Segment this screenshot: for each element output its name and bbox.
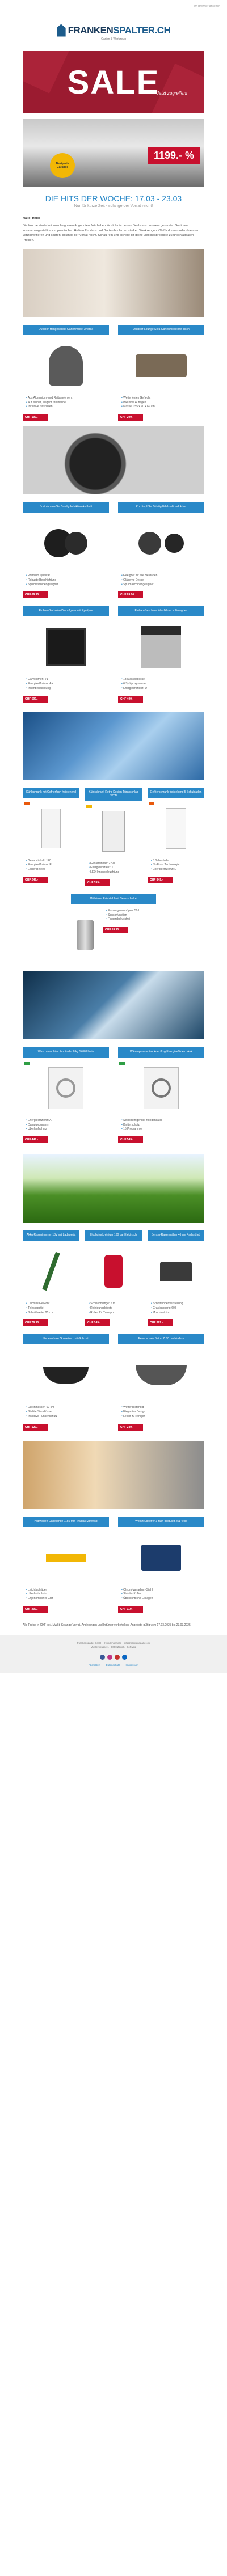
price-button[interactable]: CHF 79.90 [23,1319,48,1326]
product-title[interactable]: Kühlschrank mit Gefrierfach freistehend [23,788,79,798]
pan-shape [65,532,87,555]
product-title[interactable]: Waschmaschine Frontlader 8 kg 1400 U/min [23,1047,109,1058]
price-button[interactable]: CHF 449.- [23,1136,48,1143]
product-title[interactable]: Hubwagen Gabellänge 1150 mm Traglast 2500 kg [23,1517,109,1527]
price-button[interactable]: CHF 499.- [118,696,143,703]
product-title[interactable]: Feuerschale Gusseisen mit Grillrost [23,1334,109,1344]
product-features [23,396,109,409]
feature: • Stabile Standfüsse [26,1410,109,1415]
feature: • Leicht zu reinigen [121,1415,204,1419]
feature: • Spülmaschinengeeignet [26,583,109,587]
header [0,14,227,51]
product-image[interactable] [23,1349,109,1401]
product-title[interactable]: Kochtopf-Set 5-teilig Edelstahl Induktion [118,502,204,513]
trimmer-shape [42,1252,60,1291]
feature: • Mulchfunktion [151,1311,204,1316]
feature: • Gesamtinhalt: 120 l [26,859,79,864]
facebook-icon[interactable] [100,1655,105,1660]
sale-subtitle: Jetzt zugreifen! [156,91,187,96]
product-features [148,1302,204,1315]
product-image[interactable] [118,1532,204,1584]
intro-body: Die Woche startet mit unschlagbaren Angeboten! Wir haben für dich die besten Deals aus unserem gesamten Sortiment zusammengestellt – von praktischen Helfern für Haus und Garten bis hin zu starken Werkzeugen. Ob für drinnen oder draussen: Jetzt profitieren und sparen, solange der Vorrat reicht. Schau rein und sichere dir deine Lieblingsprodukte zu unschlagbaren Preisen. [23,223,200,243]
feature: • Leichtlaufräder [26,1588,109,1593]
feature: • Energieeffizienz: E [26,863,79,868]
product-features [103,909,156,922]
product-title[interactable]: Outdoor-Lounge Sofa Gartenmöbel mit Tisch [118,325,204,335]
sofa-shape [136,354,187,377]
price-button[interactable]: CHF 149.- [85,1319,110,1326]
logo-mark-icon [57,24,66,37]
product-card [23,325,109,421]
product-features [118,396,204,409]
product-features [85,1302,142,1315]
feature: • Energieeffizienz: E [151,868,204,872]
product-card [23,788,79,886]
feature: • Sensorfunktion [106,913,156,918]
oven-shape [46,628,86,666]
price-button[interactable]: CHF 329.- [148,1319,173,1326]
feature: • Leichtes Gewicht [26,1302,79,1306]
energy-label-icon [119,1062,125,1065]
price-button[interactable]: CHF 59.90 [103,927,128,933]
feature: • 5 Schubladen [151,859,204,864]
product-features [23,1302,79,1315]
lawnmower-shape [160,1262,192,1281]
hero-image[interactable] [23,119,204,187]
pot-shape [165,534,184,553]
fridge-shape [102,811,125,852]
feature: • 6 Spülprogramme [121,682,204,687]
price-button[interactable]: CHF 199.- [23,414,48,421]
product-title[interactable]: Werkzeugkoffer 3-fach bestückt 251-teilig [118,1517,204,1527]
price-button[interactable]: CHF 249.- [118,1424,143,1431]
product-image[interactable] [23,1245,79,1297]
product-title[interactable]: Einbau-Geschirrspüler 60 cm vollintegriert [118,606,204,616]
feature: • Ergonomischer Griff [26,1597,109,1601]
product-title[interactable]: Feuerschale Beton Ø 80 cm Modern [118,1334,204,1344]
product-card [118,606,204,702]
legal-note: Alle Preise in CHF inkl. MwSt. Solange Vorrat. Änderungen und Irrtümer vorbehalten. Angebote gültig vom 17.03.2025 bis 23.03.2025. [23,1623,192,1627]
footer [0,1635,227,1673]
feature: • Schnitthöhenverstellung [151,1302,204,1306]
product-title[interactable]: Bratpfannen-Set 3-teilig Induktion Antihaft [23,502,109,513]
feature: • Schnittbreite: 25 cm [26,1311,79,1316]
feature: • Elegantes Design [121,1410,204,1415]
feature: • Geeignet für alle Herdarten [121,574,204,578]
feature: • Premium Qualität [26,574,109,578]
product-features [23,1406,109,1419]
feature: • No Frost Technologie [151,863,204,868]
hits-title: DIE HITS DER WOCHE: 17.03 - 23.03 [45,194,182,203]
price-button[interactable]: CHF 299.- [118,414,143,421]
product-title[interactable]: Wärmepumpentrockner 8 kg Energieeffizienz A++ [118,1047,204,1058]
product-card [23,1334,109,1430]
feature: • Gesamtinhalt: 229 l [89,862,142,866]
product-card [85,788,142,886]
firepit-shape [43,1367,89,1384]
dryer-door-icon [152,1078,171,1098]
price-button[interactable]: CHF 119.- [118,1606,143,1613]
product-grid-1 [23,325,204,421]
product-grid-4 [23,788,204,886]
feature: • Fassungsvermögen: 50 l [106,909,156,913]
feature: • Rollen für Transport [89,1311,142,1316]
energy-label-icon [24,802,30,805]
feature: • Aus Aluminium- und Rattanelement [26,396,109,401]
product-solo [23,894,204,961]
feature: • Robuste Beschichtung [26,578,109,583]
product-image[interactable] [118,1062,204,1114]
price-button[interactable]: CHF 599.- [23,696,48,703]
product-image[interactable] [118,517,204,569]
hits-subtitle: Nur für kurze Zeit - solange der Vorrat reicht! [74,204,153,208]
feature: • Energieeffizienz: D [121,687,204,691]
footer-links [23,1663,204,1667]
product-image[interactable] [85,805,142,857]
chair-shape [49,346,83,386]
product-image[interactable] [23,1532,109,1584]
feature: • Stabiler Koffer [121,1592,204,1597]
feature: • Innenbeleuchtung [26,687,109,691]
product-grid-2 [23,502,204,598]
product-title[interactable]: Akku-Rasentrimmer 18V mit Ladegerät [23,1230,79,1241]
topbar [0,0,227,14]
imprint-link[interactable]: Impressum [125,1664,138,1667]
water-image[interactable] [23,971,204,1039]
ice-image[interactable] [23,712,204,780]
pallet-truck-shape [46,1554,86,1562]
greeting: Hallo! Hallo [23,217,40,220]
energy-label-icon [24,1062,30,1065]
instagram-icon[interactable] [107,1655,112,1660]
feature: • Leiser Betrieb [26,868,79,872]
product-card [118,325,204,421]
freezer-shape [166,808,186,849]
product-image[interactable] [148,802,204,855]
product-grid-8 [23,1517,204,1613]
product-image[interactable] [23,621,109,673]
pressure-washer-shape [104,1255,123,1288]
product-grid-3 [23,606,204,702]
privacy-link[interactable]: Datenschutz [106,1664,120,1667]
product-image[interactable] [23,340,109,392]
product-title[interactable]: Benzin-Rasenmäher 46 cm Radantrieb [148,1230,204,1241]
product-image[interactable] [71,909,99,961]
product-card [23,1517,109,1613]
product-features [118,1406,204,1419]
product-features [118,678,204,691]
feature: • 13 Massgedecke [121,678,204,682]
feature: • Selbstreinigender Kondensator [121,1119,204,1123]
feature: • Inklusive Funkenschutz [26,1415,109,1419]
product-features [118,1119,204,1132]
tools-image[interactable] [23,1441,204,1509]
feature: • Garvolumen: 71 l [26,678,109,682]
feature: • Teleskopstiel [26,1306,79,1311]
product-card [85,1230,142,1326]
product-image[interactable] [118,621,204,673]
price-button[interactable]: CHF 249.- [23,877,48,883]
feature: • Inklusive Auflagen [121,401,204,405]
feature: • Energieeffizienz: A+ [26,682,109,687]
product-grid-5 [23,1047,204,1143]
feature: • Überlaufschutz [26,1127,109,1132]
feature: • Überlastschutz [26,1592,109,1597]
product-grid-6 [23,1230,204,1326]
product-card [71,894,156,961]
footer-address: Musterstrasse 1 · 8000 Zürich · Schweiz [90,1646,137,1649]
price-button[interactable]: CHF 89.90 [118,591,143,598]
energy-label-icon [86,805,92,808]
youtube-icon[interactable] [115,1655,120,1660]
feature: • Spülmaschinengeeignet [121,583,204,587]
product-card [23,1230,79,1326]
feature: • Masse: 155 x 70 x 69 cm [121,405,204,409]
feature: • Durchmesser: 60 cm [26,1406,109,1410]
browser-view-link[interactable]: Im Browser ansehen [194,5,220,8]
product-card [23,502,109,598]
feature: • Energieeffizienz: A [26,1119,109,1123]
product-card [23,1047,109,1143]
product-card [23,606,109,702]
hero-price: 1199.- % [148,147,200,164]
product-image[interactable] [23,1062,109,1114]
product-features [23,678,109,691]
price-button[interactable]: CHF 69.90 [23,591,48,598]
dishwasher-shape [141,626,181,668]
product-image[interactable] [118,340,204,392]
washer-door-icon [56,1078,75,1098]
social-links [23,1655,204,1660]
product-card [148,1230,204,1326]
firepit-shape [136,1365,187,1385]
linkedin-icon[interactable] [122,1655,127,1660]
product-features [118,574,204,587]
feature: • Fingerabdruckfrei [106,917,156,922]
price-button[interactable]: CHF 549.- [118,1136,143,1143]
sale-title: SALE [67,64,160,101]
washer-shape [48,1067,83,1109]
product-card [118,1517,204,1613]
brand-logo[interactable] [57,24,171,41]
feature: • Schlauchlänge: 5 m [89,1302,142,1306]
feature: • Knitterschutz [121,1123,204,1128]
pot-shape [138,532,161,555]
product-title[interactable]: Einbau-Backofen Dampfgarer mit Pyrolyse [23,606,109,616]
cookware-image[interactable] [23,426,204,494]
product-grid-7 [23,1334,204,1430]
product-title[interactable]: Kühlschrank Retro-Design Türanschlag rechts [85,788,142,801]
product-features [85,862,142,875]
feature: • Reinigungsbürste [89,1306,142,1311]
product-card [118,502,204,598]
bin-shape [77,920,94,950]
product-title[interactable]: Outdoor-Hängesessel Gartenmöbel Andrea [23,325,109,335]
intro [23,216,204,243]
feature: • Dampfprogramm [26,1123,109,1128]
feature: • Wetterfestes Geflecht [121,396,204,401]
sale-banner[interactable] [23,51,204,113]
feature: • Übersichtliche Einlagen [121,1597,204,1601]
product-features [118,1588,204,1601]
feature: • Wetterbeständig [121,1406,204,1410]
product-card [148,788,204,886]
feature: • Grasfangkorb: 60 l [151,1306,204,1311]
bestprice-badge: Bestpreis Garantie [50,153,75,178]
product-title[interactable]: Mülleimer Edelstahl mit Sensordeckel [71,894,156,904]
product-features [23,574,109,587]
brand-name-a: FRANKEN [68,24,114,36]
toolbox-shape [141,1545,181,1571]
fridge-shape [41,809,61,848]
feature: • Auf kleiner, elegant Stellfläche [26,401,109,405]
product-title[interactable]: Hochdruckreiniger 130 bar Elektrisch [85,1230,142,1241]
product-image[interactable] [148,1245,204,1297]
feature: • Energieeffizienz: D [89,866,142,870]
brand-name-b: SPALTER.CH [113,24,171,36]
product-features [23,1119,109,1132]
brand-name [68,25,171,36]
product-features [23,859,79,872]
unsubscribe-link[interactable]: Abmelden [89,1664,100,1667]
product-image[interactable] [85,1245,142,1297]
feature: • Inklusive Sitzkissen [26,405,109,409]
footer-company: Frankenspalter GmbH · Kundenservice · info@frankenspalter.ch [77,1641,150,1644]
living-room-image[interactable] [23,249,204,317]
product-image[interactable] [23,517,109,569]
feature: • 15 Programme [121,1127,204,1132]
grass-image[interactable] [23,1154,204,1223]
price-button[interactable]: CHF 299.- [23,1606,48,1613]
brand-tagline: Garten & Werkzeug [101,37,126,41]
dryer-shape [144,1067,179,1109]
energy-label-icon [149,802,154,805]
feature: • Chrom-Vanadium-Stahl [121,1588,204,1593]
feature: • Gläserne Deckel [121,578,204,583]
product-card [118,1334,204,1430]
price-button[interactable]: CHF 349.- [148,877,173,883]
price-button[interactable]: CHF 399.- [85,879,110,886]
product-title[interactable]: Gefrierschrank freistehend 5 Schubladen [148,788,204,798]
price-button[interactable]: CHF 129.- [23,1424,48,1431]
product-card [118,1047,204,1143]
feature: • LED-Innenbeleuchtung [89,870,142,875]
product-features [148,859,204,872]
product-features [23,1588,109,1601]
product-image[interactable] [23,802,79,855]
product-image[interactable] [118,1349,204,1401]
